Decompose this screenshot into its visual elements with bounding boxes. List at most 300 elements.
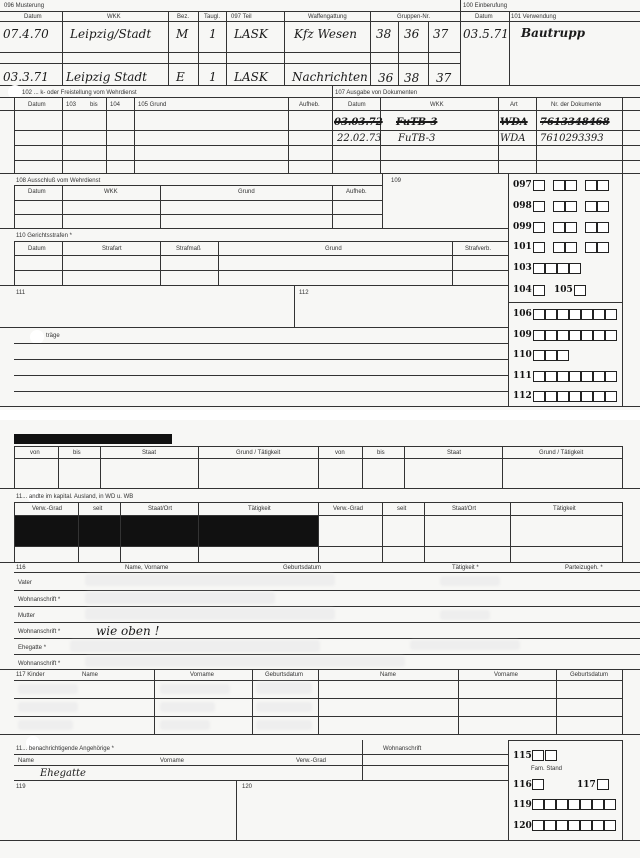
col-097: 097 Teil xyxy=(231,14,252,20)
label-109: 109 xyxy=(391,178,402,184)
code-117-box xyxy=(597,779,609,790)
code-120: 120 xyxy=(513,821,532,831)
musterung-gruppe-1: 38 xyxy=(376,27,392,41)
divider xyxy=(198,502,199,562)
divider xyxy=(0,63,460,64)
divider xyxy=(509,11,510,85)
code-112-box xyxy=(605,391,617,402)
divider xyxy=(0,327,508,328)
code-101-box xyxy=(585,242,597,253)
musterung-taugl: 1 xyxy=(209,27,217,41)
label-120: 120 xyxy=(242,784,253,790)
col-114-grund2: Grund / Tätigkeit xyxy=(539,450,584,456)
code-110-box xyxy=(533,350,545,361)
blurred-text xyxy=(160,702,215,712)
verwendung: Bautrupp xyxy=(521,26,586,40)
code-110: 110 xyxy=(513,350,532,360)
divider xyxy=(198,446,199,488)
doc2-nr: 7610293393 xyxy=(540,133,604,144)
code-106-box xyxy=(557,309,569,320)
divider xyxy=(252,669,253,734)
col-107-datum: Datum xyxy=(348,102,366,108)
divider xyxy=(622,173,623,406)
code-098-box xyxy=(533,201,545,212)
col-118-wohn: Wohnanschrift xyxy=(383,746,422,752)
divider xyxy=(398,21,399,85)
divider xyxy=(622,740,623,840)
code-119-box xyxy=(532,799,544,810)
blurred-text xyxy=(18,684,78,694)
col-117-vorname: Vorname xyxy=(190,672,215,678)
divider xyxy=(460,0,461,85)
einberufung-datum: 03.5.71 xyxy=(463,27,509,41)
divider xyxy=(382,173,383,228)
code-115-box xyxy=(532,750,544,761)
divider xyxy=(14,270,508,271)
col-110-datum: Datum xyxy=(28,246,46,252)
divider xyxy=(288,97,289,173)
musterung2-datum: 03.3.71 xyxy=(3,70,49,84)
code-101-box xyxy=(533,242,545,253)
code-112: 112 xyxy=(513,391,532,401)
label-112: 112 xyxy=(299,290,309,296)
divider xyxy=(14,185,382,186)
blurred-text xyxy=(70,640,320,652)
divider xyxy=(0,669,640,670)
code-097-box xyxy=(553,180,565,191)
col-116-geb: Geburtsdatum xyxy=(283,565,322,571)
code-112-box xyxy=(593,391,605,402)
col-115-taetig2: Tätigkeit xyxy=(553,506,576,512)
divider xyxy=(14,185,15,228)
code-099: 099 xyxy=(513,222,532,232)
code-111: 111 xyxy=(513,371,532,381)
code-098-box xyxy=(585,201,597,212)
divider xyxy=(498,97,499,173)
code-111-box xyxy=(557,371,569,382)
code-112-box xyxy=(557,391,569,402)
code-116-box xyxy=(532,779,544,790)
code-120-box xyxy=(604,820,616,831)
divider xyxy=(508,302,622,303)
label-119: 119 xyxy=(16,784,26,790)
code-097-box xyxy=(585,180,597,191)
divider xyxy=(134,97,135,173)
code-120-box xyxy=(544,820,556,831)
code-106-box xyxy=(593,309,605,320)
divider xyxy=(0,173,640,174)
divider xyxy=(100,446,101,488)
divider xyxy=(14,130,640,131)
divider xyxy=(168,11,169,85)
label-108: 108 Ausschluß vom Wehrdienst xyxy=(16,178,101,184)
blurred-text xyxy=(160,720,210,730)
col-114-grund: Grund / Tätigkeit xyxy=(236,450,281,456)
col-wkk: WKK xyxy=(107,14,121,20)
code-112-box xyxy=(533,391,545,402)
code-097-box xyxy=(597,180,609,191)
blurred-text xyxy=(85,656,405,667)
code-119-box xyxy=(580,799,592,810)
code-115: 115 xyxy=(513,751,532,761)
code-115-box xyxy=(545,750,557,761)
divider xyxy=(508,740,509,840)
col-108-grund: Grund xyxy=(238,189,255,195)
col-116-partei: Parteizugeh. * xyxy=(565,565,603,571)
code-106-box xyxy=(581,309,593,320)
blurred-text xyxy=(160,684,230,694)
code-099-box xyxy=(597,222,609,233)
divider xyxy=(14,572,640,573)
col-114-staat2: Staat xyxy=(447,450,462,456)
code-119: 119 xyxy=(513,800,532,810)
divider xyxy=(14,754,508,755)
code-097-box xyxy=(533,180,545,191)
col-107-nr: Nr. der Dokumente xyxy=(551,102,602,108)
musterung-datum: 07.4.70 xyxy=(3,27,49,41)
divider xyxy=(458,669,459,734)
divider xyxy=(0,562,640,563)
divider xyxy=(362,740,363,780)
code-103-box xyxy=(533,263,545,274)
punch-hole xyxy=(30,330,44,344)
divider xyxy=(14,446,15,488)
code-098-box xyxy=(597,201,609,212)
divider xyxy=(622,97,623,173)
label-107: 107 Ausgabe von Dokumenten xyxy=(335,90,418,96)
col-115-staat2: Staat/Ort xyxy=(452,506,477,512)
divider xyxy=(62,97,63,173)
code-099-box xyxy=(585,222,597,233)
divider xyxy=(14,214,382,215)
doc1-wkk: FuTB-3 xyxy=(396,117,438,128)
divider xyxy=(332,185,333,228)
code-111-box xyxy=(605,371,617,382)
doc2-wkk: FuTB-3 xyxy=(398,133,436,144)
angehoerige-value: Ehegatte xyxy=(40,768,86,779)
label-wohn-vater: Wohnanschrift * xyxy=(18,597,61,603)
divider xyxy=(508,173,509,406)
musterung2-bez: E xyxy=(176,70,185,84)
divider xyxy=(14,255,508,256)
divider xyxy=(0,285,508,286)
code-120-box xyxy=(556,820,568,831)
code-111-box xyxy=(533,371,545,382)
code-106-box xyxy=(533,309,545,320)
code-099-box xyxy=(565,222,577,233)
col-taugl: Taugl. xyxy=(204,14,221,20)
col-gruppen: Gruppen-Nr. xyxy=(397,14,431,20)
divider xyxy=(0,97,640,98)
code-105: 105 xyxy=(554,285,573,295)
blurred-text xyxy=(256,682,312,694)
divider xyxy=(0,11,640,12)
col-101: 101 Verwendung xyxy=(511,14,557,20)
code-097-box xyxy=(565,180,577,191)
col-114-von: von xyxy=(30,450,40,456)
divider xyxy=(14,502,15,562)
divider xyxy=(62,11,63,85)
col-108-aufheb: Aufheb. xyxy=(346,189,367,195)
doc1-art: WDA xyxy=(500,117,528,128)
divider xyxy=(294,285,295,327)
divider xyxy=(160,241,161,285)
col-108-datum: Datum xyxy=(28,189,46,195)
divider xyxy=(318,669,319,734)
blurred-text xyxy=(85,574,335,586)
divider xyxy=(58,446,59,488)
divider xyxy=(0,21,640,22)
code-105-box xyxy=(574,285,586,296)
col-107-art: Art xyxy=(510,102,518,108)
code-111-box xyxy=(581,371,593,382)
blurred-text xyxy=(18,702,78,712)
musterung-bez: M xyxy=(176,27,189,41)
divider xyxy=(556,669,557,734)
divider xyxy=(14,765,508,766)
code-109-box xyxy=(581,330,593,341)
divider xyxy=(332,86,333,173)
label-118: 11... benachrichtigende Angehörige * xyxy=(16,746,114,752)
col-datum2: Datum xyxy=(475,14,493,20)
divider xyxy=(14,359,508,360)
blurred-text xyxy=(410,640,520,650)
divider xyxy=(14,97,15,173)
redaction-block xyxy=(14,516,318,546)
code-119-box xyxy=(544,799,556,810)
code-119-box xyxy=(592,799,604,810)
code-104: 104 xyxy=(513,285,532,295)
code-109-box xyxy=(605,330,617,341)
label-115-abroad: 11... andte im kapital. Ausland, in WD u. WB xyxy=(16,494,134,500)
doc1-datum: 03.03.72 xyxy=(334,117,383,128)
label-111: 111 xyxy=(16,290,26,296)
divider xyxy=(0,110,640,111)
musterung2-gruppe-1: 36 xyxy=(378,71,394,85)
col-118-name: Name xyxy=(18,758,35,764)
redaction-bar xyxy=(14,434,172,444)
divider xyxy=(14,638,640,639)
label-113: träge xyxy=(46,333,60,339)
col-strafart: Strafart xyxy=(102,246,122,252)
code-120-box xyxy=(580,820,592,831)
blurred-text xyxy=(256,720,312,730)
divider xyxy=(120,502,121,562)
code-101-box xyxy=(597,242,609,253)
divider xyxy=(452,241,453,285)
doc2-datum: 22.02.73 xyxy=(337,133,382,144)
code-103: 103 xyxy=(513,263,532,273)
code-109: 109 xyxy=(513,330,532,340)
wohn-mutter-value: wie oben ! xyxy=(96,624,160,638)
code-119-box xyxy=(568,799,580,810)
musterung-waffe: Kfz Wesen xyxy=(294,27,357,41)
col-strafmass: Strafmaß xyxy=(176,246,201,252)
label-116: 116 xyxy=(16,565,26,571)
divider xyxy=(14,200,382,201)
divider xyxy=(14,391,508,392)
divider xyxy=(62,241,63,285)
code-106: 106 xyxy=(513,309,532,319)
col-108-wkk: WKK xyxy=(104,189,118,195)
col-115-staat: Staat/Ort xyxy=(148,506,173,512)
blurred-text xyxy=(18,720,73,730)
musterung2-wkk: Leipzig Stadt xyxy=(66,70,147,84)
col-107-wkk: WKK xyxy=(430,102,444,108)
code-109-box xyxy=(569,330,581,341)
code-103-box xyxy=(569,263,581,274)
code-109-box xyxy=(533,330,545,341)
code-120-box xyxy=(568,820,580,831)
code-119-box xyxy=(604,799,616,810)
code-101-box xyxy=(553,242,565,253)
label-117: 117 Kinder xyxy=(16,672,45,678)
divider xyxy=(218,241,219,285)
divider xyxy=(382,502,383,562)
divider xyxy=(622,446,623,488)
code-111-box xyxy=(545,371,557,382)
col-110-grund: Grund xyxy=(325,246,342,252)
divider xyxy=(14,241,15,285)
label-096: 096 Musterung xyxy=(4,3,45,9)
divider xyxy=(14,654,640,655)
divider xyxy=(14,590,640,591)
divider xyxy=(0,228,508,229)
divider xyxy=(78,502,79,562)
code-099-box xyxy=(533,222,545,233)
musterung2-gruppe-2: 38 xyxy=(404,71,420,85)
col-114-staat: Staat xyxy=(142,450,157,456)
divider xyxy=(404,446,405,488)
label-ehegatte: Ehegatte * xyxy=(18,645,47,651)
divider xyxy=(0,488,640,489)
blurred-text xyxy=(440,610,490,620)
divider xyxy=(14,606,640,607)
col-105-grund: 105 Grund xyxy=(138,102,167,108)
code-109-box xyxy=(593,330,605,341)
divider xyxy=(226,11,227,85)
col-118-vorname: Vorname xyxy=(160,758,185,764)
label-wohn-ehegatte: Wohnanschrift * xyxy=(18,661,61,667)
code-098-box xyxy=(565,201,577,212)
divider xyxy=(0,734,640,735)
code-098-box xyxy=(553,201,565,212)
code-104-box xyxy=(533,285,545,296)
col-116-name: Name, Vorname xyxy=(125,565,169,571)
code-097: 097 xyxy=(513,180,532,190)
code-109-box xyxy=(545,330,557,341)
col-datum: Datum xyxy=(24,14,42,20)
col-102-datum: Datum xyxy=(28,102,46,108)
divider xyxy=(502,446,503,488)
musterung-gruppe-3: 37 xyxy=(433,27,449,41)
col-103: 103 xyxy=(66,102,77,108)
code-103-box xyxy=(557,263,569,274)
label-102: 102 ... k- oder Freistellung vom Wehrdienst xyxy=(22,90,137,96)
col-102-aufheb: Aufheb. xyxy=(299,102,320,108)
col-117-name: Name xyxy=(82,672,99,678)
divider xyxy=(198,11,199,85)
col-114-bis2: bis xyxy=(377,450,385,456)
musterung-teil: LASK xyxy=(234,27,268,41)
musterung-gruppe-2: 36 xyxy=(404,27,420,41)
divider xyxy=(14,145,640,146)
divider xyxy=(160,185,161,228)
col-116-taetig: Tätigkeit * xyxy=(452,565,479,571)
divider xyxy=(14,622,640,623)
divider xyxy=(428,21,429,85)
code-112-box xyxy=(581,391,593,402)
divider xyxy=(510,502,511,562)
blurred-text xyxy=(85,592,275,604)
col-bez: Bez. xyxy=(177,14,190,20)
divider xyxy=(622,669,623,734)
doc1-nr: 7613348468 xyxy=(540,117,610,128)
col-bis: bis xyxy=(90,102,98,108)
divider xyxy=(318,446,319,488)
label-100: 100 Einberufung xyxy=(463,3,508,9)
divider xyxy=(0,85,640,86)
doc2-art: WDA xyxy=(500,133,526,144)
code-110-box xyxy=(545,350,557,361)
code-117: 117 xyxy=(577,780,596,790)
code-119-box xyxy=(556,799,568,810)
divider xyxy=(536,97,537,173)
blurred-text xyxy=(256,702,312,712)
code-101-box xyxy=(565,242,577,253)
col-115-seit: seit xyxy=(93,506,103,512)
musterung-wkk: Leipzig/Stadt xyxy=(70,27,152,41)
label-110: 110 Gerichtsstrafen * xyxy=(16,233,72,239)
code-099-box xyxy=(553,222,565,233)
divider xyxy=(508,740,622,741)
col-117-name2: Name xyxy=(380,672,397,678)
musterung2-gruppe-3: 37 xyxy=(436,71,452,85)
divider xyxy=(622,502,623,562)
divider xyxy=(14,780,508,781)
code-111-box xyxy=(569,371,581,382)
blurred-text xyxy=(85,608,335,620)
col-114-bis: bis xyxy=(73,450,81,456)
col-118-verw: Verw.-Grad xyxy=(296,758,327,764)
label-fam-stand: Fam. Stand xyxy=(531,766,563,772)
col-115-taetig: Tätigkeit xyxy=(248,506,271,512)
divider xyxy=(0,406,640,407)
col-115-verw: Verw.-Grad xyxy=(32,506,63,512)
musterung2-teil: LASK xyxy=(234,70,268,84)
code-106-box xyxy=(545,309,557,320)
code-112-box xyxy=(545,391,557,402)
label-mutter: Mutter xyxy=(18,613,36,619)
divider xyxy=(14,160,640,161)
divider xyxy=(236,780,237,840)
label-vater: Vater xyxy=(18,580,32,586)
col-115-seit2: seit xyxy=(397,506,407,512)
divider xyxy=(14,241,508,242)
musterung2-taugl: 1 xyxy=(209,70,217,84)
divider xyxy=(106,97,107,173)
divider xyxy=(318,502,319,562)
divider xyxy=(14,375,508,376)
divider xyxy=(362,446,363,488)
divider xyxy=(62,185,63,228)
divider xyxy=(14,343,508,344)
blurred-text xyxy=(440,576,500,586)
col-115-verw2: Verw.-Grad xyxy=(333,506,364,512)
col-104: 104 xyxy=(110,102,121,108)
divider xyxy=(154,669,155,734)
musterung2-waffe: Nachrichten xyxy=(292,70,368,84)
